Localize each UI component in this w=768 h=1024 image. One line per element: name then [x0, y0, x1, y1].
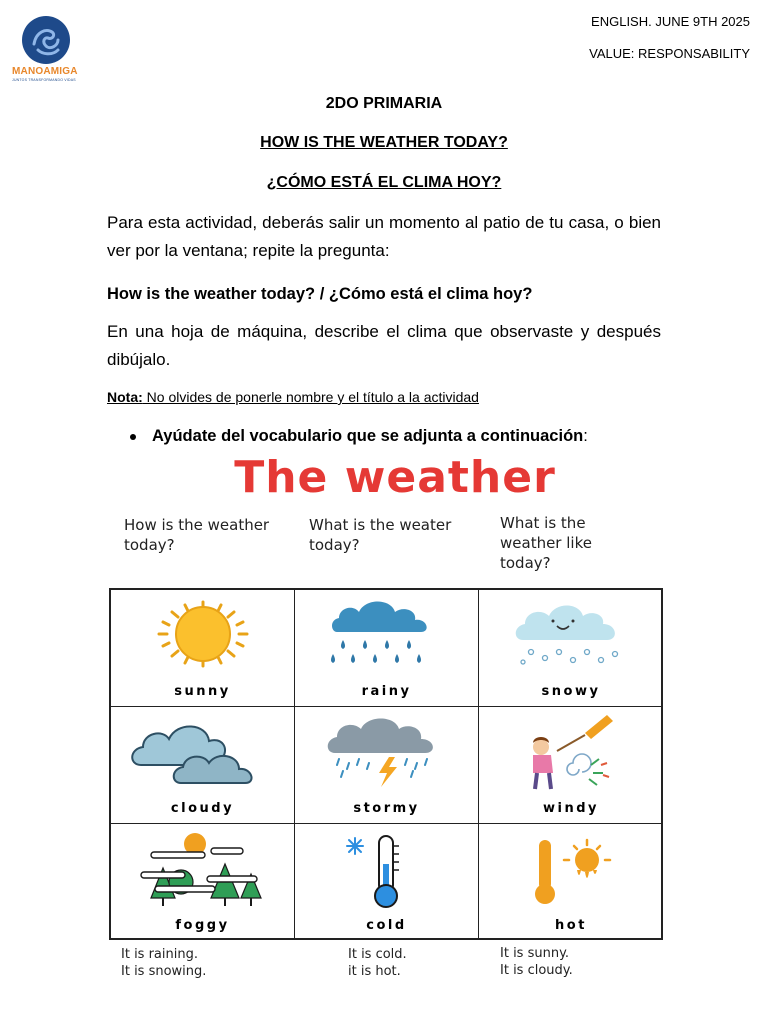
- hot-thermometer-icon: [479, 824, 663, 914]
- vocab-label: cloudy: [170, 801, 235, 816]
- worksheet-question: What is the weather like today?: [500, 514, 592, 572]
- worksheet-question: What is the weater today?: [309, 516, 452, 554]
- example-line: It is snowing.: [121, 964, 207, 979]
- bullet-text: Ayúdate del vocabulario que se adjunta a continuación: [152, 427, 584, 445]
- vocab-label: sunny: [174, 684, 231, 699]
- example-line: it is hot.: [348, 964, 401, 979]
- note-label: Nota:: [107, 389, 143, 405]
- vocab-cell-sunny: [111, 590, 295, 707]
- vocab-cell-snowy: [479, 590, 663, 707]
- vocab-cell-stormy: [295, 707, 479, 824]
- storm-cloud-icon: [295, 707, 479, 797]
- spanish-title: ¿CÓMO ESTÁ EL CLIMA HOY?: [266, 174, 502, 191]
- drawing-instruction: En una hoja de máquina, describe el clima que observaste y después dibújalo.: [107, 322, 661, 369]
- vocab-label: windy: [542, 801, 599, 816]
- bullet-dot: [130, 434, 136, 440]
- header-value: VALUE: RESPONSABILITY: [589, 46, 750, 61]
- cold-thermometer-icon: [295, 824, 479, 914]
- example-sentences: [348, 946, 407, 980]
- vocab-cell-cold: [295, 824, 479, 940]
- vocab-cell-foggy: [111, 824, 295, 940]
- vocab-label: stormy: [353, 801, 420, 816]
- example-sentences: [121, 946, 206, 980]
- worksheet-question: How is the weather today?: [124, 516, 270, 554]
- question-line: How is the weather today? / ¿Cómo está el clima hoy?: [107, 285, 533, 303]
- vocab-label: cold: [366, 918, 407, 933]
- snow-cloud-icon: [479, 590, 663, 680]
- example-line: It is cloudy.: [500, 963, 573, 978]
- vocab-cell-hot: [479, 824, 663, 940]
- vocab-cell-rainy: [295, 590, 479, 707]
- example-sentences: [500, 945, 573, 979]
- sun-icon: [111, 590, 295, 680]
- wind-girl-icon: [479, 707, 663, 797]
- example-line: It is raining.: [121, 947, 198, 962]
- vocab-label: snowy: [541, 684, 601, 699]
- english-title: HOW IS THE WEATHER TODAY?: [260, 134, 508, 151]
- vocab-label: hot: [555, 918, 587, 933]
- grade-title: 2DO PRIMARIA: [325, 95, 443, 112]
- vocab-cell-windy: [479, 707, 663, 824]
- vocab-label: foggy: [175, 918, 230, 933]
- example-line: It is sunny.: [500, 946, 570, 961]
- worksheet-title: The weather: [234, 452, 556, 503]
- instruction-paragraph: Para esta actividad, deberás salir un momento al patio de tu casa, o bien ver por la ventana; repite la pregunta:: [107, 213, 661, 260]
- header-date: ENGLISH. JUNE 9TH 2025: [591, 14, 750, 29]
- rain-cloud-icon: [295, 590, 479, 680]
- note-text: No olvides de ponerle nombre y el título a la actividad: [142, 389, 479, 405]
- note: [107, 389, 479, 405]
- clouds-icon: [111, 707, 295, 797]
- logo-tagline: JUNTOS TRANSFORMANDO VIDAS: [12, 78, 76, 82]
- fog-trees-icon: [111, 824, 295, 914]
- logo-name: MANOAMIGA: [12, 66, 78, 77]
- vocab-cell-cloudy: [111, 707, 295, 824]
- example-line: It is cold.: [348, 947, 407, 962]
- vocab-label: rainy: [361, 684, 412, 699]
- weather-vocabulary-grid: [109, 588, 663, 940]
